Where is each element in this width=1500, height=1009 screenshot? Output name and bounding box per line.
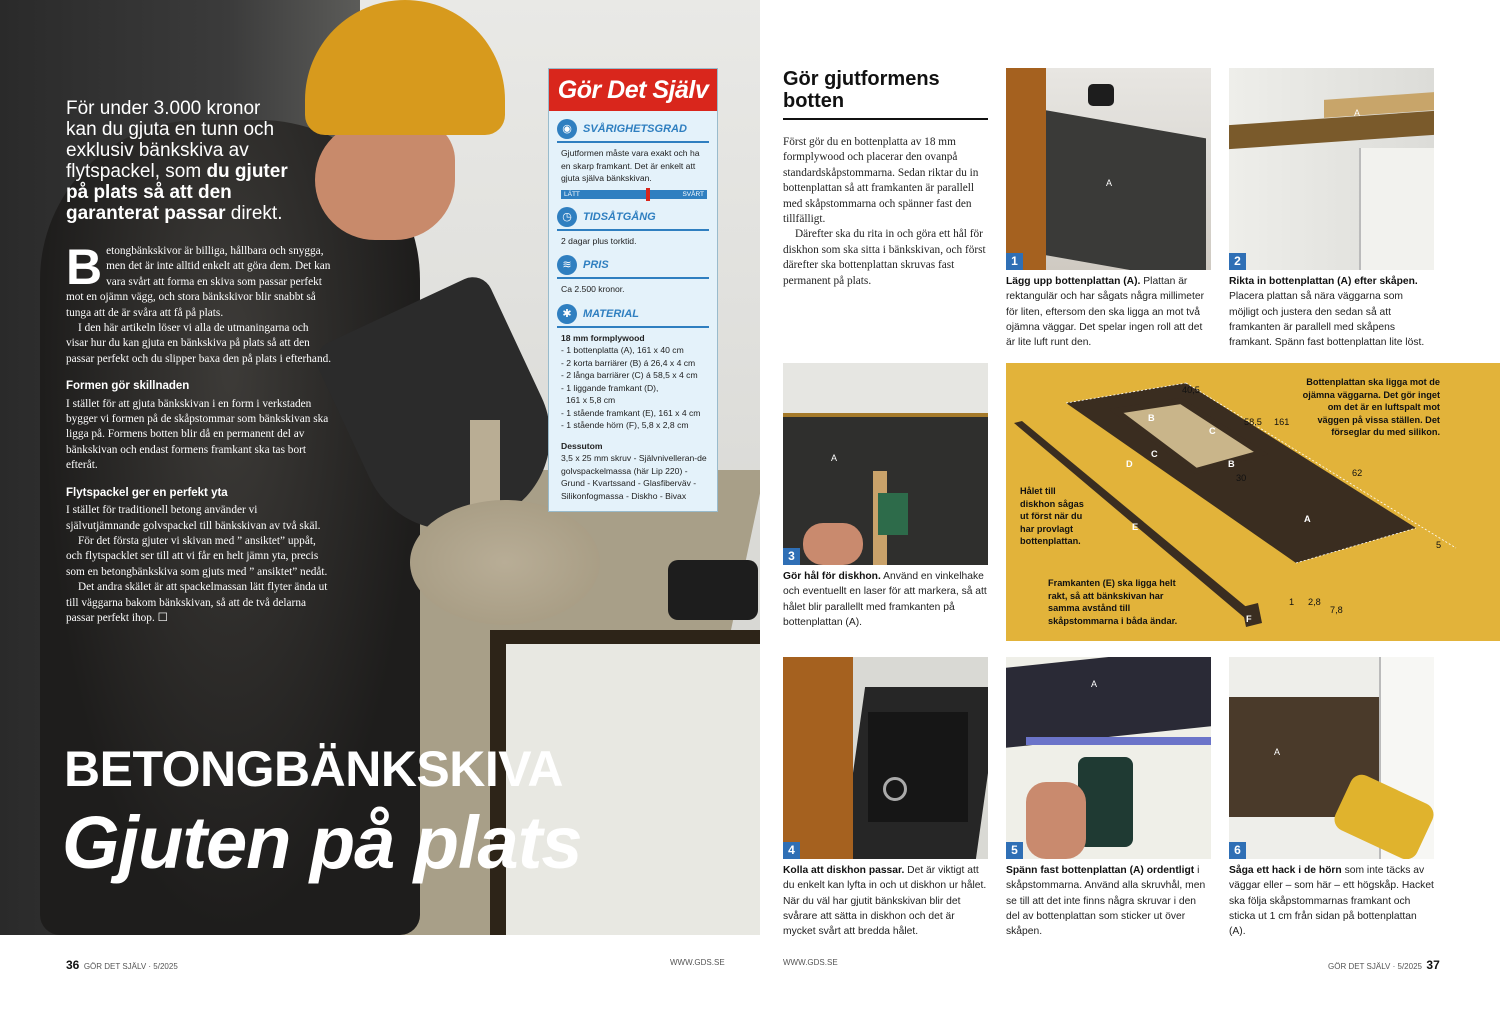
price-text: Ca 2.500 kronor.: [561, 284, 625, 294]
para-3: I stället för att gjuta bänkskivan i en form i verkstaden bygger vi formen på de skåpstommar som bänkskivan ska ligga på. Formens botten blir då en permanent del av bänkskivan och endast formens framkant ska tas bort efteråt.: [66, 397, 329, 472]
para-1: [66, 239, 332, 321]
step-1-text: Plattan är rektangulär och har sågats några millimeter för liten, eftersom den ska ligga an mot två ojämna väggar. Det spelar ingen roll att det är lite luft runt den.: [1006, 276, 1205, 349]
step-5-text: i skåpstommarna. Använd alla skruvhål, men se till att det inte finns några skruvar i den del av bottenplattan som sticker ut över skåpen.: [1006, 865, 1206, 938]
end-mark: ☐: [157, 611, 168, 624]
dim-2-8: 2,8: [1308, 597, 1321, 607]
material-item: - 1 stående hörn (F), 5,8 x 2,8 cm: [561, 420, 689, 430]
step-6-photo: [1229, 657, 1434, 859]
step-5-number: 5: [1006, 842, 1023, 859]
material-item: - 1 bottenplatta (A), 161 x 40 cm: [561, 345, 684, 355]
photo-light-strip: [1026, 737, 1211, 745]
price-label: PRIS: [583, 259, 609, 271]
title-line-2: Gjuten på plats: [62, 801, 582, 884]
step-3-text: Använd en vinkelhake och eventuellt en laser för att markera, så att hålet blir parallellt med framkanten på bottenplattan (A).: [783, 571, 987, 628]
label-c: C: [1151, 449, 1158, 459]
step-1-photo: [1006, 68, 1211, 270]
label-c: C: [1209, 426, 1216, 436]
step-1-title: Lägg upp bottenplattan (A).: [1006, 276, 1141, 287]
step-6-text: som inte täcks av väggar eller – som här – ett högskåp. Hacket ska följa skåpstommarnas framkant och sticka ut 1 cm från sidan på bottenplattan (A).: [1229, 865, 1434, 938]
photo-person-arm: [1006, 68, 1046, 270]
time-label: TIDSÅTGÅNG: [583, 210, 656, 223]
difficulty-section: [557, 119, 709, 143]
left-folio: [66, 958, 178, 972]
step-1-number: 1: [1006, 253, 1023, 270]
label-d: D: [1126, 459, 1133, 469]
photo-hand: [803, 523, 863, 565]
scale-easy: LÄTT: [564, 190, 580, 198]
scale-hard: SVÅRT: [682, 190, 704, 198]
clock-icon: ◷: [557, 207, 577, 227]
time-text: 2 dagar plus torktid.: [561, 235, 637, 246]
dim-5: 5: [1436, 540, 1442, 550]
intro-bold: du gjuter på plats så att den garanterat passar: [66, 161, 288, 224]
step-6-caption: [1229, 863, 1434, 939]
material-item: - 2 långa barriärer (C) á 58,5 x 4 cm: [561, 370, 698, 380]
money-icon: ≋: [557, 255, 577, 275]
dim-30: 30: [1236, 473, 1247, 483]
note-front: Framkanten (E) ska ligga helt rakt, så att bänkskivan har samma avstånd till skåpstommarna i båda ändar.: [1048, 578, 1178, 626]
subhead-1: Formen gör skillnaden: [66, 380, 190, 393]
para-5: För det första gjuter vi skivan med ” ansiktet” uppåt, och flytspacklet ser till att vi får en helt jämn yta, precis som en betongbänkskiva som gjuts med ” ansiktet” nedåt.: [66, 534, 328, 578]
dim-58-5: 58,5: [1244, 417, 1262, 427]
label-e: E: [1132, 522, 1139, 532]
difficulty-icon: ◉: [557, 119, 577, 139]
step-1-caption: [1006, 274, 1211, 350]
diagram-part-f: [1242, 603, 1262, 627]
right-folio: [1328, 958, 1440, 972]
material-item: 161 x 5,8 cm: [566, 395, 616, 405]
left-folio-url: WWW.GDS.SE: [670, 958, 725, 967]
photo-drain: [883, 777, 907, 801]
photo-cabinet: [1359, 148, 1434, 270]
material-item: - 1 stående framkant (E), 161 x 4 cm: [561, 407, 701, 418]
page-number-right: 37: [1426, 958, 1440, 972]
step-2-caption: [1229, 274, 1434, 350]
time-section: [557, 207, 709, 231]
label-b: B: [1148, 413, 1155, 423]
difficulty-marker: [646, 188, 650, 201]
para-6-text: Det andra skälet är att spackelmassan lätt flyter ända ut till väggarna bakom bänkskivan, så att de två delarna passar perfekt ihop.: [66, 581, 328, 624]
step-3-number: 3: [783, 548, 800, 565]
step-2-text: Placera plattan så nära väggarna som möjligt och justera den sedan så att framkanten är parallell med skåpens framkant. Spänn fast bottenplattan lite löst.: [1229, 291, 1425, 349]
label-a: A: [1304, 514, 1311, 524]
right-intro-1: Först gör du en bottenplatta av 18 mm formplywood och placerar den ovanpå standardskåpstommarna. Sedan riktar du in bottenplattan så att framkanten är parallell med skåpstommarna och spänner fast den tillfälligt.: [783, 136, 979, 226]
difficulty-text: Gjutformen måste vara exakt och ha en skarp framkant. Det är enkelt att gjuta själva bänkskivan.: [561, 148, 700, 183]
step-2-title: Rikta in bottenplattan (A) efter skåpen.: [1229, 276, 1418, 287]
part-label-a: A: [1274, 747, 1281, 757]
dim-62: 62: [1352, 468, 1363, 478]
step-4-caption: [783, 863, 988, 939]
intro-plain-1: För under 3.000 kronor kan du gjuta en tunn och exklusiv bänkskiva av flytspackel, som: [66, 98, 275, 182]
tools-icon: ✱: [557, 304, 577, 324]
label-b: B: [1228, 459, 1235, 469]
step-4-number: 4: [783, 842, 800, 859]
step-2-number: 2: [1229, 253, 1246, 270]
material-heading: 18 mm formplywood: [561, 332, 645, 343]
right-heading: Gör gjutformens botten: [783, 68, 988, 120]
intro-plain-2: direkt.: [225, 203, 283, 224]
form-diagram: [1006, 363, 1500, 641]
right-intro: [783, 135, 988, 289]
part-label-a: A: [1354, 108, 1361, 118]
step-3-title: Gör hål för diskhon.: [783, 571, 881, 582]
right-folio-mag: GÖR DET SJÄLV · 5/2025: [1328, 962, 1422, 971]
material-label: MATERIAL: [583, 307, 640, 320]
title-line-1: BETONGBÄNKSKIVA: [64, 741, 564, 797]
step-3-caption: [783, 569, 988, 630]
photo-sink-basin: [868, 712, 968, 822]
left-folio-mag: GÖR DET SJÄLV · 5/2025: [83, 962, 178, 971]
info-box-header: Gör Det Själv: [549, 69, 717, 111]
step-5-photo: [1006, 657, 1211, 859]
difficulty-scale: [561, 190, 707, 199]
page-number-left: 36: [66, 958, 80, 972]
step-6-title: Såga ett hack i de hörn: [1229, 865, 1342, 876]
photo-laser: [878, 493, 908, 535]
step-4-text: Det är viktigt att du enkelt kan lyfta in och ut diskhon ur hålet. När du väl har gjutit bänkskivan blir det svårare att sätta in diskhon och det är mycket svårt att bredda hålet.: [783, 865, 987, 938]
step-4-photo: [783, 657, 988, 859]
step-5-title: Spänn fast bottenplattan (A) ordentligt: [1006, 865, 1195, 876]
right-intro-2: Därefter ska du rita in och göra ett hål för diskhon som ska sitta i bänkskivan, och först därefter ska bottenplattan skruvas fast permanent på plats.: [783, 228, 986, 287]
left-body-text: [66, 239, 332, 626]
label-f: F: [1246, 614, 1252, 624]
dim-7-8: 7,8: [1330, 605, 1343, 615]
photo-person-arm: [783, 657, 853, 859]
photo-hand: [1026, 782, 1086, 859]
intro-text: [66, 98, 296, 224]
dim-1: 1: [1289, 597, 1295, 607]
info-box: [548, 68, 718, 512]
other-heading: Dessutom: [561, 440, 603, 451]
part-label-a: A: [831, 453, 838, 463]
para-6: [66, 580, 332, 626]
photo-face: [315, 120, 455, 240]
photo-faucet: [1088, 84, 1114, 106]
dim-40-5: 40,5: [1182, 385, 1200, 395]
right-folio-url: WWW.GDS.SE: [783, 958, 838, 967]
photo-board-edge: [783, 413, 988, 417]
part-label-a: A: [1091, 679, 1098, 689]
material-item: - 2 korta barriärer (B) á 26,4 x 4 cm: [561, 357, 696, 368]
photo-screed-puddle: [410, 500, 600, 625]
subhead-2: Flytspackel ger en perfekt yta: [66, 486, 228, 499]
photo-faucet: [668, 560, 758, 620]
other-text: 3,5 x 25 mm skruv - Självnivelleran-de golvspackelmassa (här Lip 220) - Grund - Kvartssand - Glasfiberväv - Silikonfogmassa - Diskho - Bivax: [561, 453, 707, 501]
material-section: [557, 304, 709, 328]
para-2: I den här artikeln löser vi alla de utmaningarna och visar hur du kan gjuta en bänkskiva på plats så att den passar perfekt och du slipper baxa den på plats i efterhand.: [66, 322, 332, 365]
step-3-photo: [783, 363, 988, 565]
material-list: [561, 332, 707, 503]
part-label-a: A: [1106, 178, 1113, 188]
para-1-text: etongbänkskivor är billiga, hållbara och snygga, men det är inte alltid enkelt att göra dem. Det kan vara svårt att forma en skiva som passar perfekt mot en ojämn vägg, och stora bänkskivor blir snabbt så tunga att de är svåra att få på plats.: [66, 245, 331, 319]
note-hole: Hålet till diskhon sågas ut först när du har provlagt bottenplattan.: [1020, 486, 1084, 546]
material-item: - 1 liggande framkant (D),: [561, 382, 659, 393]
step-4-title: Kolla att diskhon passar.: [783, 865, 905, 876]
step-6-number: 6: [1229, 842, 1246, 859]
step-2-photo: [1229, 68, 1434, 270]
note-top: Bottenplattan ska ligga mot de ojämna väggarna. Det gör inget om det är en luftspalt mot väggen på vissa ställen. Det förseglar du med silikon.: [1302, 377, 1440, 437]
para-4: I stället för traditionell betong använder vi självutjämnande golvspackel till bänkskivan av två skäl.: [66, 504, 321, 532]
photo-drill: [1078, 757, 1133, 847]
photo-plywood-underside: [1006, 657, 1211, 748]
price-section: [557, 255, 709, 279]
dim-161: 161: [1274, 417, 1290, 427]
photo-plywood-board: [1031, 108, 1206, 270]
difficulty-label: SVÅRIGHETSGRAD: [583, 123, 687, 135]
drop-cap: B: [66, 239, 103, 295]
step-5-caption: [1006, 863, 1211, 939]
